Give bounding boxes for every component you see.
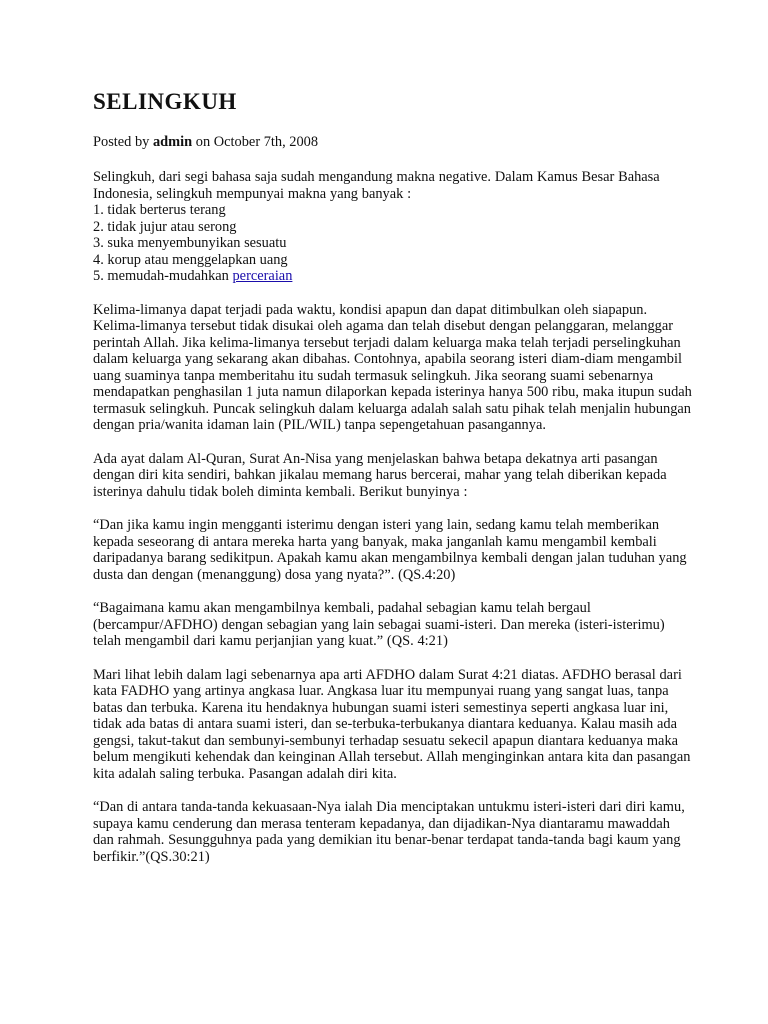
list-item-text: 5. memudah-mudahkan xyxy=(93,268,233,284)
intro-block xyxy=(93,169,693,285)
post-meta xyxy=(93,134,693,151)
intro-paragraph: Selingkuh, dari segi bahasa saja sudah mengandung makna negative. Dalam Kamus Besar Bahasa Indonesia, selingkuh mempunyai makna yang banyak : xyxy=(93,169,660,202)
author-name: admin xyxy=(152,134,193,150)
list-item: 1. tidak berterus terang xyxy=(93,202,226,218)
article xyxy=(93,88,693,882)
quote-paragraph: “Bagaimana kamu akan mengambilnya kembali, padahal sebagian kamu telah bergaul (bercampur/AFDHO) dengan sebagian yang lain sebagai suami-isteri. Dan mereka (isteri-isterimu) telah mengambil dari kamu perjanjian yang kuat.” (QS. 4:21) xyxy=(93,600,665,649)
body-paragraph: Kelima-limanya dapat terjadi pada waktu, kondisi apapun dan dapat ditimbulkan oleh siapapun. Kelima-limanya tersebut tidak disukai oleh agama dan telah disebut dengan pelanggaran, melanggar perintah Allah. Jika kelima-limanya tersebut terjadi dalam keluarga maka telah terjadi perselingkuhan dalam keluarga yang sekarang akan dibahas. Contohnya, apabila seorang isteri diam-diam mengambil uang suaminya tanpa memberitahu itu sudah termasuk selingkuh. Jika seorang suami sebenarnya mendapatkan penghasilan 1 juta namun dilaporkan kepada isterinya hanya 500 ribu, maka itupun sudah termasuk selingkuh. Puncak selingkuh dalam keluarga adalah salah satu pihak telah menjalin hubungan dengan pria/wanita idaman lain (PIL/WIL) tanpa sepengetahuan pasangannya. xyxy=(93,301,692,433)
perceraian-link[interactable]: perceraian xyxy=(232,268,293,284)
list-item: 2. tidak jujur atau serong xyxy=(93,218,237,235)
posted-prefix: Posted by xyxy=(93,134,153,150)
list-item: 4. korup atau menggelapkan uang xyxy=(93,251,288,268)
meaning-list xyxy=(93,202,693,285)
article-title: SELINGKUH xyxy=(93,89,237,114)
quote-paragraph: “Dan di antara tanda-tanda kekuasaan-Nya ialah Dia menciptakan untukmu isteri-isteri dari diri kamu, supaya kamu cenderung dan merasa tenteram kepadanya, dan dijadikan-Nya diantaramu mawaddah dan rahmah. Sesungguhnya pada yang demikian itu benar-benar terdapat tanda-tanda bagi kaum yang berfikir.”(QS.30:21) xyxy=(93,799,685,865)
body-paragraph: Ada ayat dalam Al-Quran, Surat An-Nisa yang menjelaskan bahwa betapa dekatnya arti pasangan dengan diri kita sendiri, bahkan jikalau memang harus bercerai, mahar yang telah diberikan kepada isterinya dahulu tidak boleh diminta kembali. Berikut bunyinya : xyxy=(93,450,667,500)
posted-date: on October 7th, 2008 xyxy=(192,134,319,150)
quote-paragraph: “Dan jika kamu ingin mengganti isterimu dengan isteri yang lain, sedang kamu telah memberikan kepada seseorang di antara mereka harta yang banyak, maka janganlah kamu mengambil kembali daripadanya barang sedikitpun. Apakah kamu akan mengambilnya kembali dengan jalan tuduhan yang dusta dan dengan (menanggung) dosa yang nyata?”. (QS.4:20) xyxy=(93,517,687,583)
list-item xyxy=(93,268,693,285)
list-item: 3. suka menyembunyikan sesuatu xyxy=(93,235,287,251)
body-paragraph: Mari lihat lebih dalam lagi sebenarnya apa arti AFDHO dalam Surat 4:21 diatas. AFDHO berasal dari kata FADHO yang artinya angkasa luar. Angkasa luar itu mempunyai ruang yang sangat luas, tanpa batas dan terbuka. Karena itu hendaknya hubungan suami isteri semestinya seperti angkasa luar ini, tidak ada batas di antara suami isteri, dan se-terbuka-terbukanya diantara keduanya. Kalau masih ada gengsi, takut-takut dan sembunyi-sembunyi terhadap sesuatu sekecil apapun diantara keduanya maka belum mengikuti kehendak dan keinginan Allah tersebut. Allah menginginkan antara kita dan pasangan kita adalah saling terbuka. Pasangan adalah diri kita. xyxy=(93,666,691,782)
